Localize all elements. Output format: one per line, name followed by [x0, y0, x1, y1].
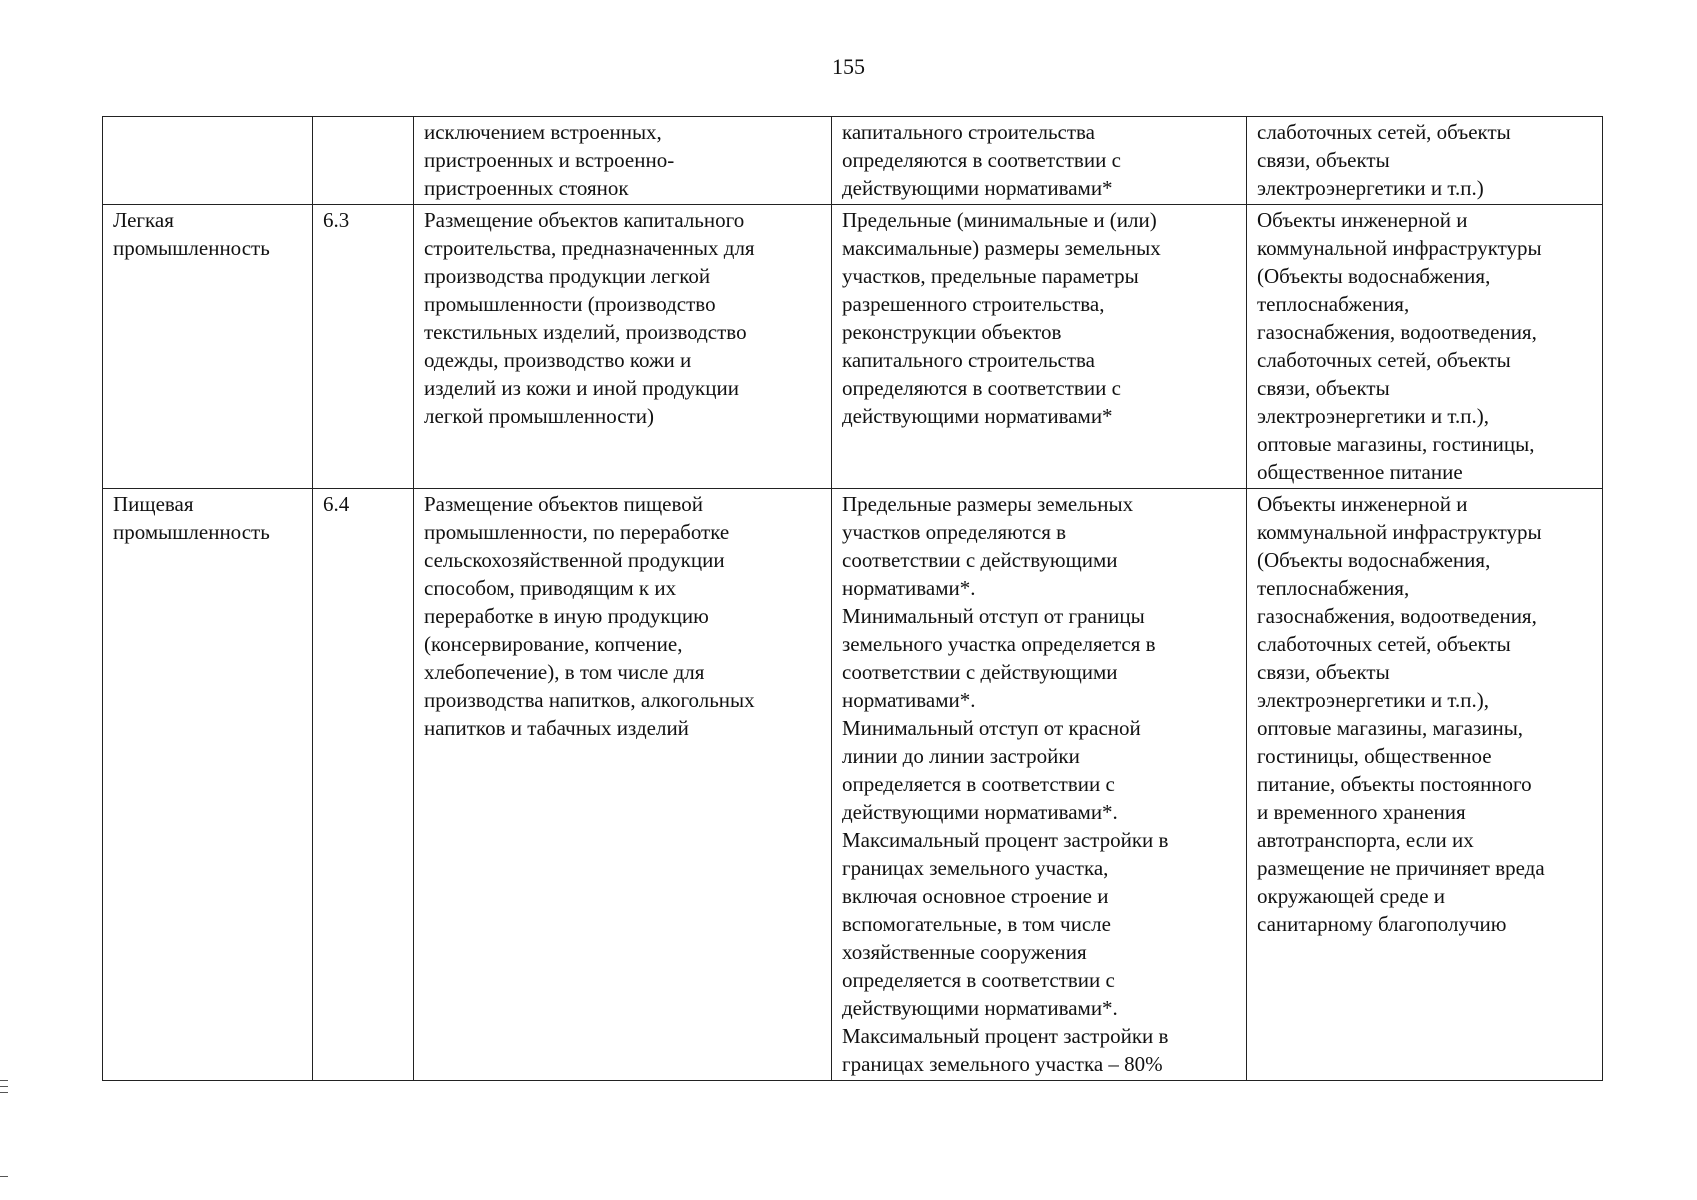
- use-name-cell: Пищевая промышленность: [103, 489, 313, 1081]
- auxiliary-uses-cell: Объекты инженерной и коммунальной инфраструктуры (Объекты водоснабжения, теплоснабжения, газоснабжения, водоотведения, слаботочных сетей, объекты связи, объекты электроэнергетики и т.п.), оптовые магазины, магазины, гостиницы, общественное питание, объекты постоянного и временного хранения автотранспорта, если их размещение не причиняет вреда окружающей среде и санитарному благополучию: [1247, 489, 1603, 1081]
- parameters-cell: Предельные (минимальные и (или) максимальные) размеры земельных участков, предельные параметры разрешенного строительства, реконструкции объектов капитального строительства определяются в соответствии с действующими нормативами*: [832, 205, 1247, 489]
- auxiliary-uses-cell: Объекты инженерной и коммунальной инфраструктуры (Объекты водоснабжения, теплоснабжения, газоснабжения, водоотведения, слаботочных сетей, объекты связи, объекты электроэнергетики и т.п.), оптовые магазины, гостиницы, общественное питание: [1247, 205, 1603, 489]
- auxiliary-uses-cell: слаботочных сетей, объекты связи, объекты электроэнергетики и т.п.): [1247, 117, 1603, 205]
- use-code-cell: 6.4: [313, 489, 414, 1081]
- table-row: [103, 117, 1603, 205]
- scan-margin-mark: [0, 1080, 8, 1081]
- use-description-cell: Размещение объектов капитального строительства, предназначенных для производства продукции легкой промышленности (производство текстильных изделий, производство одежды, производство кожи и изделий из кожи и иной продукции легкой промышленности): [414, 205, 832, 489]
- use-code-cell: 6.3: [313, 205, 414, 489]
- table-row: [103, 205, 1603, 489]
- scan-margin-mark: [0, 1086, 8, 1087]
- use-name-cell: Легкая промышленность: [103, 205, 313, 489]
- land-use-table: [102, 116, 1603, 1081]
- use-description-cell: Размещение объектов пищевой промышленности, по переработке сельскохозяйственной продукции способом, приводящим к их переработке в иную продукцию (консервирование, копчение, хлебопечение), в том числе для производства напитков, алкогольных напитков и табачных изделий: [414, 489, 832, 1081]
- parameters-cell: Предельные размеры земельных участков определяются в соответствии с действующими нормативами*. Минимальный отступ от границы земельного участка определяется в соответствии с действующими нормативами*. Минимальный отступ от красной линии до линии застройки определяется в соответствии с действующими нормативами*. Максимальный процент застройки в границах земельного участка, включая основное строение и вспомогательные, в том числе хозяйственные сооружения определяется в соответствии с действующими нормативами*. Максимальный процент застройки в границах земельного участка – 80%: [832, 489, 1247, 1081]
- scan-margin-mark: [0, 1092, 8, 1093]
- scan-margin-mark: [0, 1176, 8, 1177]
- use-name-cell: [103, 117, 313, 205]
- use-description-cell: исключением встроенных, пристроенных и встроенно- пристроенных стоянок: [414, 117, 832, 205]
- page-number: 155: [832, 54, 865, 79]
- parameters-cell: капитального строительства определяются в соответствии с действующими нормативами*: [832, 117, 1247, 205]
- use-code-cell: [313, 117, 414, 205]
- table-row: [103, 489, 1603, 1081]
